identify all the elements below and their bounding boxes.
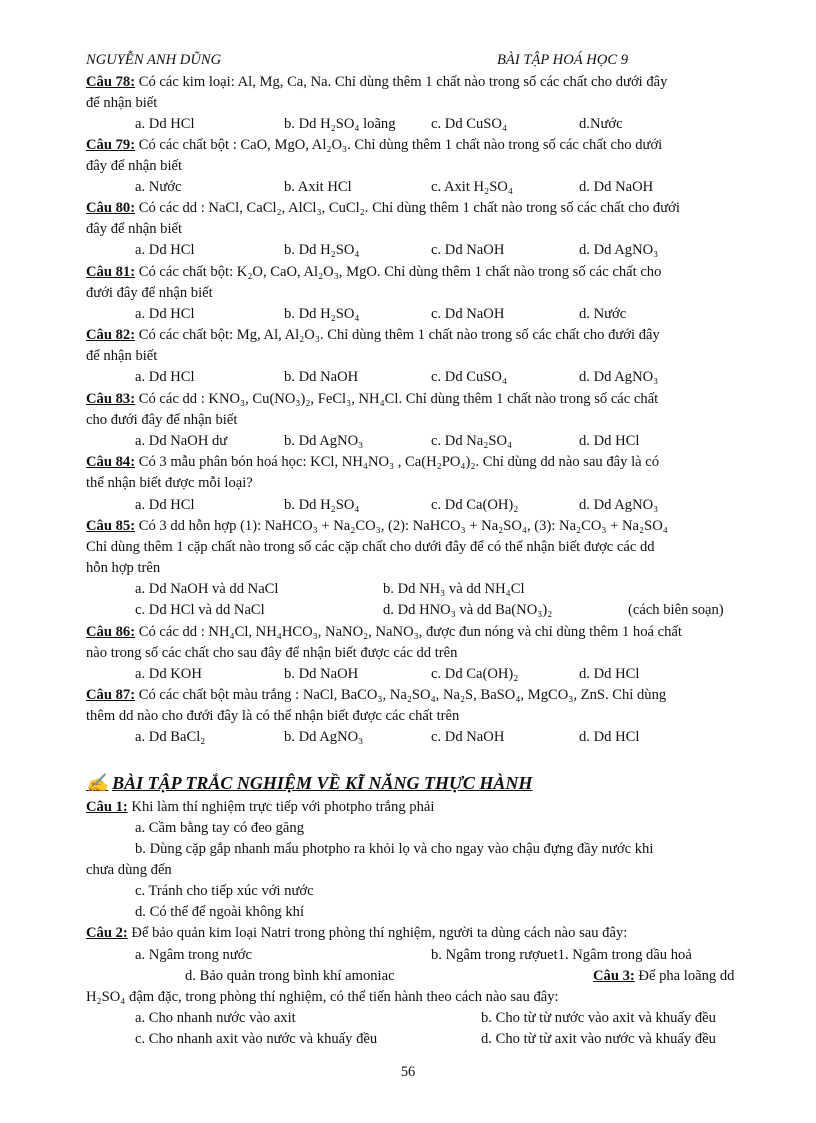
option-a: a. Dd NaOH và dd NaCl (135, 581, 279, 597)
option-b: b. Dd NH₃ và dd NH₄Cl (383, 581, 525, 597)
writing-hand-icon: ✍ (86, 773, 109, 793)
question-text-cont: cho đưới đây để nhận biết (86, 412, 238, 428)
option-a: a. Dd BaCl₂ (135, 729, 206, 745)
option-d: d. Dd HCl (579, 433, 640, 449)
option-c: c. Dd Ca(OH)₂ (431, 497, 519, 513)
question-text-cont: để nhận biết (86, 348, 158, 364)
question-text-cont: Chỉ dùng thêm 1 cặp chất nào trong số các cặp chất cho dưới đây để có thể nhận biết được các dd (86, 539, 655, 555)
option-a: a. Cầm bằng tay có đeo găng (135, 820, 304, 836)
option-d: d. Dd HNO₃ và dd Ba(NO₃)₂ (383, 602, 553, 618)
question-84 (86, 452, 659, 472)
question-label: Câu 3: (593, 968, 635, 984)
option-b: b. Cho từ từ nước vào axit và khuấy đều (481, 1010, 716, 1026)
question-text: Khi làm thí nghiệm trực tiếp với photpho trắng phải (127, 799, 435, 815)
question-text-cont: thể nhận biết được mỗi loại? (86, 475, 253, 491)
question-text: Có các chất bột: K₂O, CaO, Al₂O₃, MgO. Chỉ dùng thêm 1 chất nào trong số các chất cho (135, 264, 662, 280)
question-78 (86, 72, 667, 92)
option-b: b. Dd NaOH (284, 666, 359, 682)
question-87 (86, 685, 666, 705)
question-86 (86, 622, 682, 642)
option-c: c. Dd NaOH (431, 729, 505, 745)
option-b: b. Dd AgNO₃ (284, 729, 364, 745)
option-d: d. Dd HCl (579, 729, 640, 745)
question-label: Câu 84: (86, 454, 136, 470)
question-label: Câu 85: (86, 518, 136, 534)
question-text-cont: đây để nhận biết (86, 158, 183, 174)
option-d: d. Có thể để ngoài không khí (135, 904, 305, 920)
practice-question-1 (86, 797, 434, 817)
option-b: b. Axit HCl (284, 179, 352, 195)
header-author: NGUYỄN ANH DŨNG (86, 52, 222, 68)
option-d: d. Dd AgNO₃ (579, 497, 659, 513)
question-label: Câu 82: (86, 327, 136, 343)
question-label: Câu 2: (86, 925, 128, 941)
question-81 (86, 262, 661, 282)
question-label: Câu 80: (86, 200, 136, 216)
option-d: d. Dd NaOH (579, 179, 654, 195)
section-heading (86, 771, 532, 797)
question-label: Câu 1: (86, 799, 128, 815)
practice-question-2 (86, 923, 627, 943)
option-a: a. Dd HCl (135, 306, 195, 322)
option-c: c. Dd NaOH (431, 306, 505, 322)
question-text: Có các chất bột: Mg, Al, Al₂O₃. Chỉ dùng thêm 1 chất nào trong số các chất cho đưới đây (135, 327, 660, 343)
question-text: Có các chất bột : CaO, MgO, Al₂O₃. Chỉ dùng thêm 1 chất nào trong số các chất cho dưới (135, 137, 663, 153)
option-d: d. Dd AgNO₃ (579, 369, 659, 385)
option-d: d. Cho từ từ axit vào nước và khuấy đều (481, 1031, 716, 1047)
option-a: a. Dd HCl (135, 242, 195, 258)
option-d: d. Dd AgNO₃ (579, 242, 659, 258)
option-b: b. Dd NaOH (284, 369, 359, 385)
question-82 (86, 325, 660, 345)
option-c: c. Dd NaOH (431, 242, 505, 258)
option-c: c. Dd CuSO₄ (431, 116, 508, 132)
question-label: Câu 86: (86, 624, 136, 640)
question-label: Câu 78: (86, 74, 136, 90)
source-note: (cách biên soạn) (628, 602, 724, 618)
question-label: Câu 81: (86, 264, 136, 280)
question-text: Có các kim loại: Al, Mg, Ca, Na. Chỉ dùng thêm 1 chất nào trong số các chất cho dưới đây (135, 74, 668, 90)
option-a: a. Dd KOH (135, 666, 202, 682)
question-text-cont: để nhận biết (86, 95, 158, 111)
option-b-cont: chưa dùng đến (86, 862, 172, 878)
question-83 (86, 389, 658, 409)
option-a: a. Ngâm trong nước (135, 947, 252, 963)
question-text: Có các dd : NH₄Cl, NH₄HCO₃, NaNO₂, NaNO₃, được đun nóng và chỉ dùng thêm 1 hoá chất (135, 624, 682, 640)
option-c: c. Dd CuSO₄ (431, 369, 508, 385)
page-number: 56 (400, 1064, 416, 1080)
option-d: d. Dd HCl (579, 666, 640, 682)
question-label: Câu 87: (86, 687, 136, 703)
option-b: b. Dd AgNO₃ (284, 433, 364, 449)
practice-question-3 (593, 966, 734, 986)
option-b: b. Dd H₂SO₄ (284, 306, 360, 322)
question-79 (86, 135, 662, 155)
question-text-cont: thêm dd nào cho đưới đây là có thể nhận biết được các chất trên (86, 708, 460, 724)
option-b: b. Dd H₂SO₄ (284, 497, 360, 513)
question-text-cont: đưới đây để nhận biết (86, 285, 213, 301)
option-d: d. Nước (579, 306, 627, 322)
question-text: Để pha loãng dd (634, 968, 735, 984)
question-label: Câu 83: (86, 391, 136, 407)
question-text: Có 3 mẫu phân bón hoá học: KCl, NH₄NO₃ , Ca(H₂PO₄)₂. Chỉ dùng dd nào sau đây là có (135, 454, 660, 470)
question-text-cont: đây để nhận biết (86, 221, 183, 237)
option-a: a. Dd HCl (135, 497, 195, 513)
option-b: b. Dd H₂SO₄ (284, 242, 360, 258)
question-text-cont: H₂SO₄ đậm đặc, trong phòng thí nghiệm, có thể tiến hành theo cách nào sau đây: (86, 989, 559, 1005)
option-a: a. Dd HCl (135, 116, 195, 132)
header-subject: BÀI TẬP HOÁ HỌC 9 (497, 52, 629, 68)
option-c: c. Dd Ca(OH)₂ (431, 666, 519, 682)
option-b: b. Dùng cặp gắp nhanh mẩu photpho ra khỏi lọ và cho ngay vào chậu đựng đầy nước khi (135, 841, 654, 857)
option-b: b. Dd H₂SO₄ loãng (284, 116, 396, 132)
option-a: a. Dd NaOH dư (135, 433, 228, 449)
option-b: b. Ngâm trong rượuet1. Ngâm trong dầu hoả (431, 947, 692, 963)
option-a: a. Dd HCl (135, 369, 195, 385)
question-text: Có các dd : KNO₃, Cu(NO₃)₂, FeCl₃, NH₄Cl. Chỉ dùng thêm 1 chất nào trong số các chất (135, 391, 659, 407)
option-c: c. Cho nhanh axit vào nước và khuấy đều (135, 1031, 378, 1047)
option-a: a. Cho nhanh nước vào axit (135, 1010, 296, 1026)
question-text: Có các chất bột màu trắng : NaCl, BaCO₃, Na₂SO₄, Na₂S, BaSO₄, MgCO₃, ZnS. Chỉ dùng (135, 687, 667, 703)
question-text-cont: hỗn hợp trên (86, 560, 161, 576)
question-80 (86, 198, 680, 218)
option-c: c. Tránh cho tiếp xúc với nước (135, 883, 314, 899)
option-d: d.Nước (579, 116, 623, 132)
option-d: d. Bảo quản trong bình khí amoniac (185, 968, 395, 984)
question-label: Câu 79: (86, 137, 136, 153)
option-a: a. Nước (135, 179, 182, 195)
question-text: Có các dd : NaCl, CaCl₂, AlCl₃, CuCl₂. Chỉ dùng thêm 1 chất nào trong số các chất cho đưới (135, 200, 680, 216)
option-c: c. Dd HCl và dd NaCl (135, 602, 265, 618)
option-c: c. Axit H₂SO₄ (431, 179, 513, 195)
question-85 (86, 516, 668, 536)
question-text-cont: nào trong số các chất cho sau đây để nhận biết được các dd trên (86, 645, 458, 661)
question-text: Để bảo quản kim loại Natri trong phòng thí nghiệm, người ta dùng cách nào sau đây: (127, 925, 628, 941)
section-title: BÀI TẬP TRẮC NGHIỆM VỀ KĨ NĂNG THỰC HÀNH (112, 773, 533, 793)
option-c: c. Dd Na₂SO₄ (431, 433, 513, 449)
question-text: Có 3 dd hỗn hợp (1): NaHCO₃ + Na₂CO₃, (2): NaHCO₃ + Na₂SO₄, (3): Na₂CO₃ + Na₂SO₄ (135, 518, 668, 534)
